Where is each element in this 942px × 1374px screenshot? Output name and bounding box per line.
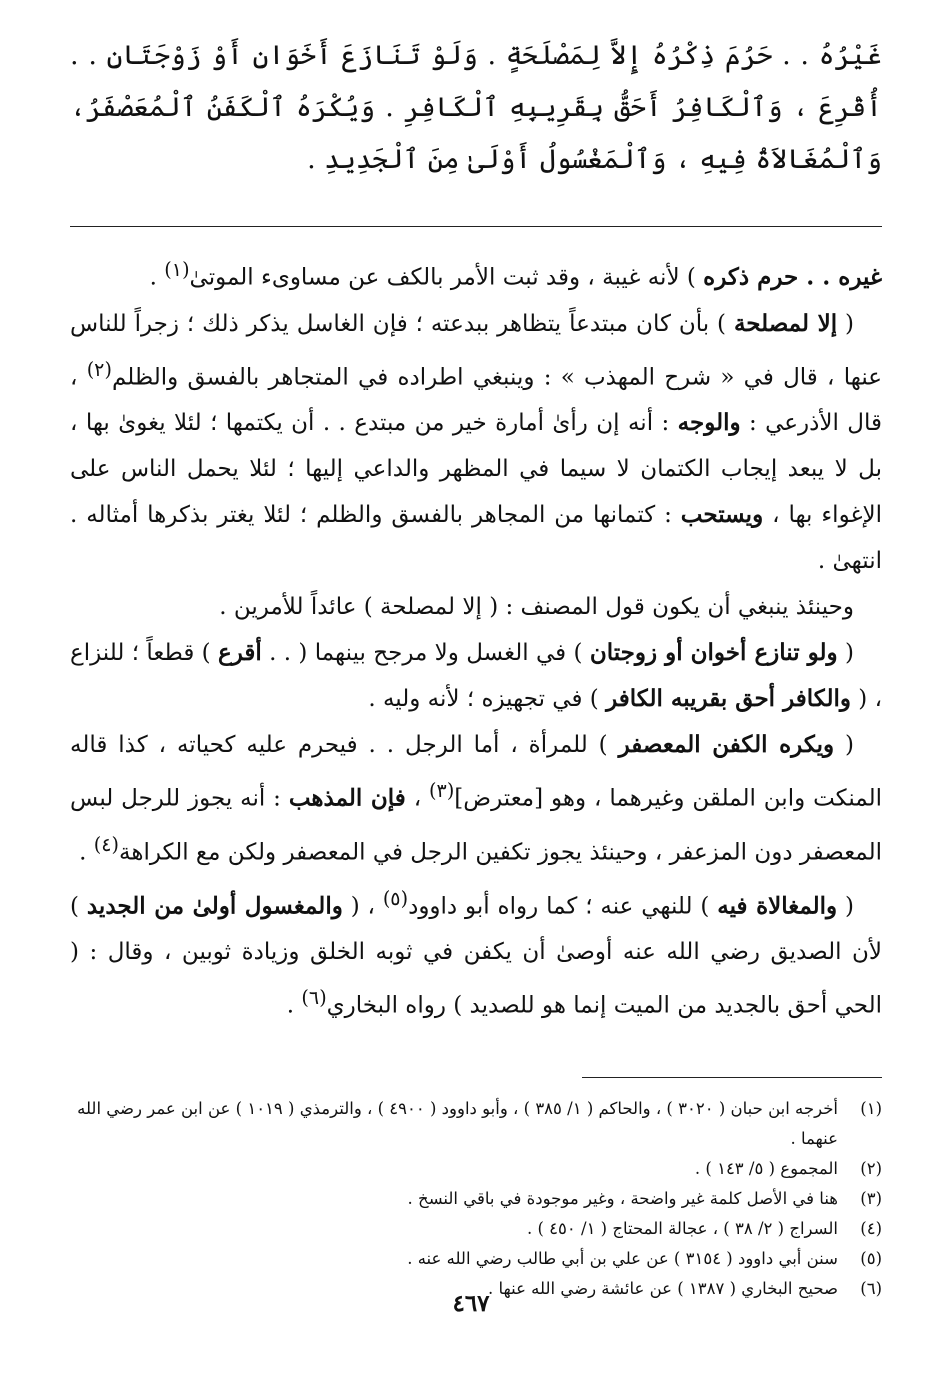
- footnote: [70, 1214, 882, 1244]
- footnote: [70, 1094, 882, 1154]
- footnote-number: (٣): [860, 1188, 882, 1208]
- commentary-text: ) في الغسل ولا مرجح بينهما ( . .: [261, 640, 590, 667]
- commentary-text: ) للمرأة ، أما الرجل . . فيحرم عليه كحياته ، كذا قاله المنكت وابن الملقن وغيرهما ، وهو [معترض]: [70, 732, 883, 812]
- matn-quote: ولو تنازع أخوان أو زوجتان: [589, 639, 838, 667]
- matn-line: غَيْرُهُ . . حَرُمَ ذِكْرُهُ إِلاَّ لِمَصْلَحَةٍ . وَلَوْ تَنَازَعَ أَخَوَانِ أَوْ زَوْجَتَانِ . . أُقْرِعَ ، وَٱلْكَافِرُ أَحَقُّ: [70, 40, 882, 123]
- commentary-text: ) بأن كان مبتدعاً يتظاهر ببدعته ؛ فإن الغاسل يذكر ذلك ؛ زجراً للناس عنها ، قال في « شرح المهذب » : وينبغي اطراده في المتجاهر بالفسق والظلم: [70, 310, 883, 391]
- commentary-paragraph: [70, 876, 882, 1029]
- page-number: ٤٦٧: [452, 1290, 490, 1317]
- commentary-text: ) لأن الصديق رضي الله عنه أوصىٰ أن يكفن في ثوبه الخلق وزيادة ثوبين ، وقال : ( الحي أحق بالجديد من الميت إنما هو للصديد ) رواه البخاري: [70, 893, 882, 1019]
- footnote-number: (٢): [860, 1158, 882, 1178]
- matn-quote: غيره . . حرم ذكره: [703, 263, 882, 291]
- matn-quote: أقرع: [217, 639, 262, 667]
- commentary-text: (: [837, 893, 854, 920]
- footnotes: [70, 1094, 882, 1304]
- commentary-text: : أنه يجوز للرجل لبس المعصفر دون المزعفر ، وحينئذ يجوز تكفين الرجل في المعصفر ولكن مع الكراهة: [70, 785, 882, 866]
- commentary-text: .: [286, 992, 302, 1019]
- footnote-ref: (٥): [382, 886, 409, 910]
- commentary-text: (: [837, 640, 854, 667]
- matn-quote: إلا لمصلحة: [733, 309, 838, 337]
- commentary-paragraph: [70, 630, 882, 722]
- footnote-text: صحيح البخاري ( ١٣٨٧ ) عن عائشة رضي الله عنها .: [487, 1278, 838, 1298]
- commentary-text: ) لأنه غيبة ، وقد ثبت الأمر بالكف عن مساوىء الموتىٰ: [189, 264, 704, 291]
- commentary-text: .: [79, 839, 94, 866]
- commentary-text: ،: [405, 785, 430, 812]
- footnote-separator: [582, 1077, 882, 1078]
- footnote-ref: (٦): [301, 986, 327, 1010]
- commentary-paragraph: [70, 247, 882, 301]
- commentary-text: ، (: [342, 893, 383, 920]
- separator-rule: [70, 226, 882, 227]
- commentary-paragraph: [70, 301, 882, 585]
- matn-quote: والمغالاة فيه: [717, 892, 838, 920]
- footnote-text: المجموع ( ٥/ ١٤٣ ) .: [694, 1158, 838, 1178]
- commentary: [70, 247, 882, 1029]
- footnote-number: (٥): [860, 1248, 882, 1268]
- page: [70, 30, 882, 1304]
- footnote: [70, 1244, 882, 1274]
- commentary-text: ) للنهي عنه ؛ كما رواه أبو داوود: [408, 893, 718, 920]
- matn-quote: ويكره الكفن المعصفر: [618, 731, 835, 759]
- footnote-ref: (٣): [429, 779, 455, 803]
- footnote: [70, 1184, 882, 1214]
- bold-term: فإن المذهب: [288, 784, 406, 812]
- footnote-number: (٤): [860, 1218, 882, 1238]
- footnote-ref: (٢): [86, 357, 112, 381]
- commentary-paragraph: [70, 722, 882, 875]
- matn-text: [70, 30, 882, 186]
- footnote-text: هنا في الأصل كلمة غير واضحة ، وغير موجودة في باقي النسخ .: [407, 1188, 838, 1208]
- footnote-text: أخرجه ابن حبان ( ٣٠٢٠ ) ، والحاكم ( ١/ ٣٨٥ ) ، وأبو داوود ( ٤٩٠٠ ) ، والترمذي ( ١٠١٩ ) عن ابن عمر رضي الله عنهما .: [77, 1098, 838, 1148]
- commentary-text: ) قطعاً ؛ للنزاع ، (: [70, 640, 882, 713]
- footnote-text: السراج ( ٢/ ٣٨ ) ، عجالة المحتاج ( ١/ ٤٥٠ ) .: [526, 1218, 838, 1238]
- bold-term: والوجه: [677, 409, 741, 437]
- footnote-ref: (١): [164, 258, 190, 281]
- commentary-text: : أنه إن رأىٰ أمارة خير من مبتدع . . أن يكتمها ؛ لئلا يغوىٰ بها ، بل لا يبعد إيجاب الكتمان لا سيما في المظهر والداعي إليها ؛ لئلا يحمل الناس على الإغواء بها ،: [70, 410, 882, 529]
- matn-line: بِقَرِيبِهِ ٱلْكَافِرِ . وَيُكْرَهُ ٱلْكَفَنُ ٱلْمُعَصْفَرُ، وَٱلْمُغَالاَةُ فِيهِ ، وَٱلْمَغْسُولُ أَوْلَىٰ مِنَ ٱلْجَدِيدِ .: [70, 92, 882, 175]
- bold-term: ويستحب: [680, 501, 764, 529]
- commentary-text: ) في تجهيزه ؛ لأنه وليه .: [368, 686, 607, 713]
- footnote-ref: (٤): [93, 832, 119, 856]
- commentary-text: .: [149, 264, 165, 291]
- commentary-text: ، قال الأذرعي :: [70, 364, 882, 437]
- matn-quote: والمغسول أولىٰ من الجديد: [86, 892, 343, 920]
- commentary-text: (: [834, 732, 854, 759]
- commentary-text: : كتمانها من المجاهر بالفسق والظلم ؛ لئلا يغتر بذكرها أمثاله . انتهىٰ .: [70, 502, 882, 575]
- matn-quote: والكافر أحق بقريبه الكافر: [606, 685, 851, 713]
- footnote-number: (٦): [860, 1278, 882, 1298]
- footnote-number: (١): [860, 1098, 882, 1118]
- commentary-text: (: [837, 310, 854, 337]
- footnote-text: سنن أبي داوود ( ٣١٥٤ ) عن علي بن أبي طالب رضي الله عنه .: [407, 1248, 838, 1268]
- commentary-paragraph: وحينئذ ينبغي أن يكون قول المصنف : ( إلا لمصلحة ) عائداً للأمرين .: [219, 594, 854, 621]
- footnote: [70, 1154, 882, 1184]
